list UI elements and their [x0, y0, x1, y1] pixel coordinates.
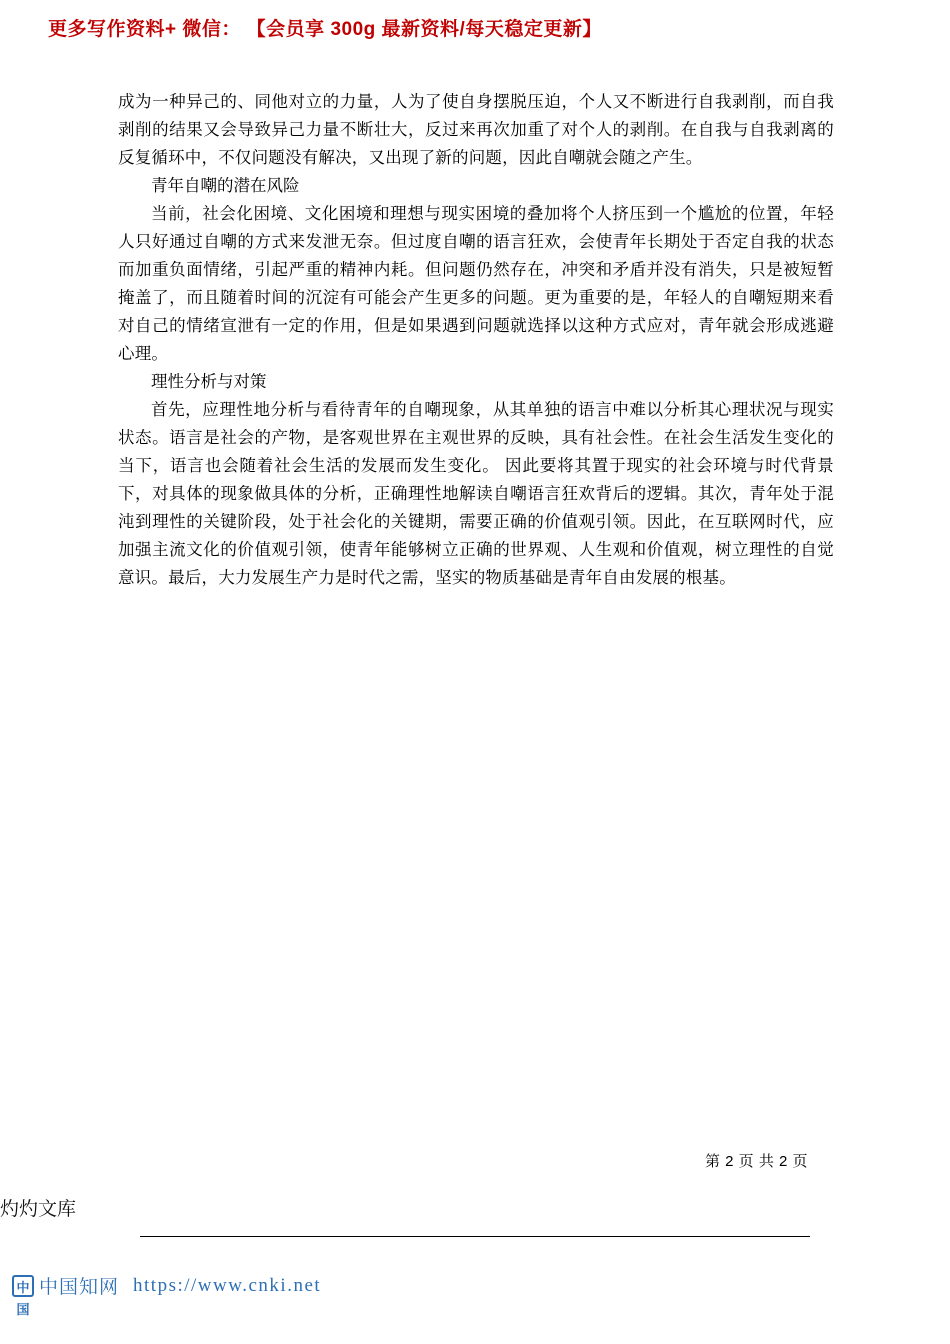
paragraph-continuation: 成为一种异己的、同他对立的力量，人为了使自身摆脱压迫，个人又不断进行自我剥削，而自我剥削的结果又会导致异己力量不断壮大，反过来再次加重了对个人的剥削。在自我与自我剥离的反复循环中，不仅问题没有解决，又出现了新的问题，因此自嘲就会随之产生。 — [118, 93, 834, 167]
promo-banner — [48, 14, 908, 41]
paragraph-risks: 当前，社会化困境、文化困境和理想与现实困境的叠加将个人挤压到一个尴尬的位置，年轻人只好通过自嘲的方式来发泄无奈。但过度自嘲的语言狂欢，会使青年长期处于否定自我的状态而加重负面情绪，引起严重的精神内耗。但问题仍然存在，冲突和矛盾并没有消失，只是被短暂掩盖了，而且随着时间的沉淀有可能会产生更多的问题。更为重要的是，年轻人的自嘲短期来看对自己的情绪宣泄有一定的作用，但是如果遇到问题就选择以这种方式应对，青年就会形成逃避心理。 — [118, 205, 834, 363]
page-number: 第 2 页 共 2 页 — [705, 1153, 809, 1170]
cnki-footer — [12, 1272, 322, 1317]
footer-divider — [140, 1236, 810, 1237]
section-heading-risks: 青年自嘲的潜在风险 — [151, 177, 300, 195]
document-body — [118, 88, 834, 592]
section-heading-analysis: 理性分析与对策 — [151, 373, 267, 391]
cnki-logo-icon: 中国 — [12, 1275, 34, 1297]
cnki-url-text[interactable]: https://www.cnki.net — [133, 1274, 322, 1296]
paragraph-analysis: 首先，应理性地分析与看待青年的自嘲现象，从其单独的语言中难以分析其心理状况与现实状态。语言是社会的产物，是客观世界在主观世界的反映，具有社会性。在社会生活发生变化的当下，语言也会随着社会生活的发展而发生变化。 因此要将其置于现实的社会环境与时代背景下，对具体的现象做具体的分析，正确理性地解读自嘲语言狂欢背后的逻辑。其次，青年处于混沌到理性的关键阶段，处于社会化的关键期，需要正确的价值观引领。因此，在互联网时代，应加强主流文化的价值观引领，使青年能够树立正确的世界观、人生观和价值观，树立理性的自觉意识。最后，大力发展生产力是时代之需，坚实的物质基础是青年自由发展的根基。 — [118, 401, 834, 587]
cnki-logo-text: 中国知网 — [39, 1277, 120, 1298]
promo-highlight-text: 【会员享 300g 最新资料/每天稳定更新】 — [246, 19, 602, 40]
promo-prefix-text: 更多写作资料+ 微信： — [48, 19, 241, 40]
library-watermark: 灼灼文库 — [0, 1199, 77, 1220]
cnki-logo — [12, 1272, 120, 1317]
